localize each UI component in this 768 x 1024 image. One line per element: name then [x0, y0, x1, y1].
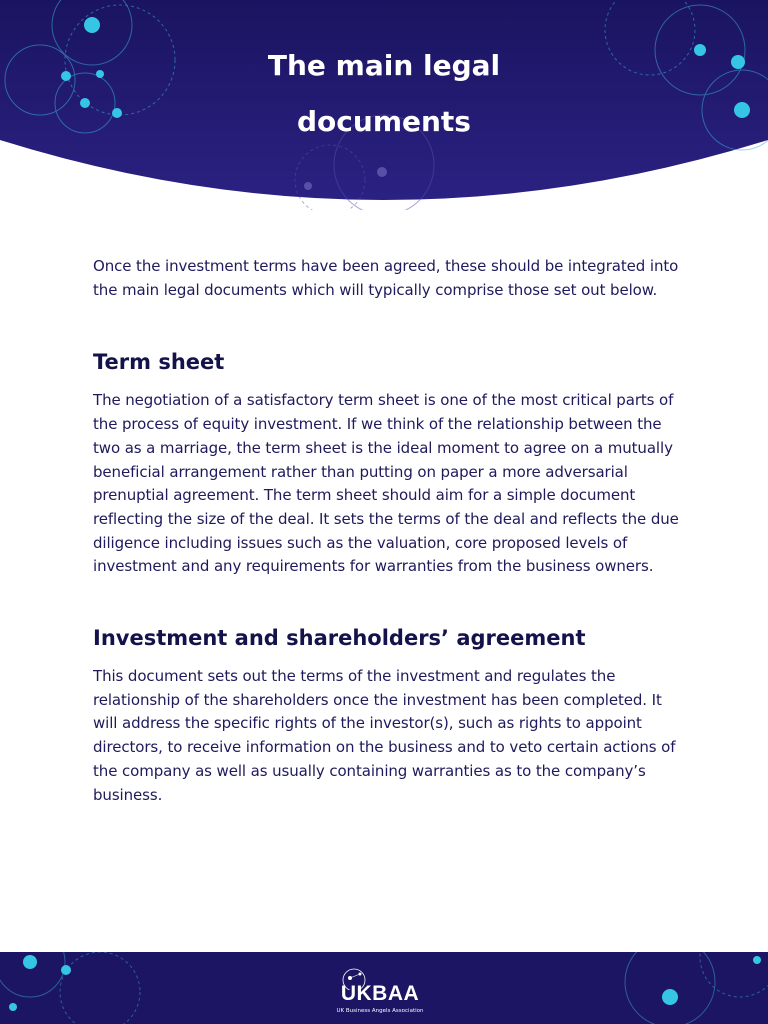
logo-text: UKBAA	[340, 982, 420, 1005]
main-content	[93, 255, 683, 807]
section-body-investment-agreement: This document sets out the terms of the investment and regulates the relationship of the shareholders once the investment has been completed. It will address the specific rights of the investor(s), such as rights to appoint directors, to receive information on the business and to veto certain actions of the company as well as usually containing warranties as to the company’s business.	[93, 667, 676, 804]
section-body-term-sheet: The negotiation of a satisfactory term sheet is one of the most critical parts of the process of equity investment. If we think of the relationship between the two as a marriage, the term sheet is the ideal moment to agree on a mutually beneficial arrangement rather than putting on paper a more adversarial prenuptial agreement. The term sheet should aim for a simple document reflecting the size of the deal. It sets the terms of the deal and reflects the due diligence including issues such as the valuation, core proposed levels of investment and any requirements for warranties from the business owners.	[93, 391, 679, 576]
section-heading-term-sheet: Term sheet	[93, 350, 225, 375]
intro-paragraph: Once the investment terms have been agreed, these should be integrated into the main legal documents which will typically comprise those set out below.	[93, 257, 679, 299]
header-banner	[0, 0, 768, 210]
ukbaa-logo	[330, 960, 430, 1020]
section-heading-investment-agreement: Investment and shareholders’ agreement	[93, 626, 586, 651]
page-title-line-1: The main legal	[267, 49, 501, 82]
logo-subtitle: UK Business Angels Association	[336, 1008, 424, 1014]
page-title-line-2: documents	[297, 105, 471, 138]
page-title	[0, 38, 768, 150]
